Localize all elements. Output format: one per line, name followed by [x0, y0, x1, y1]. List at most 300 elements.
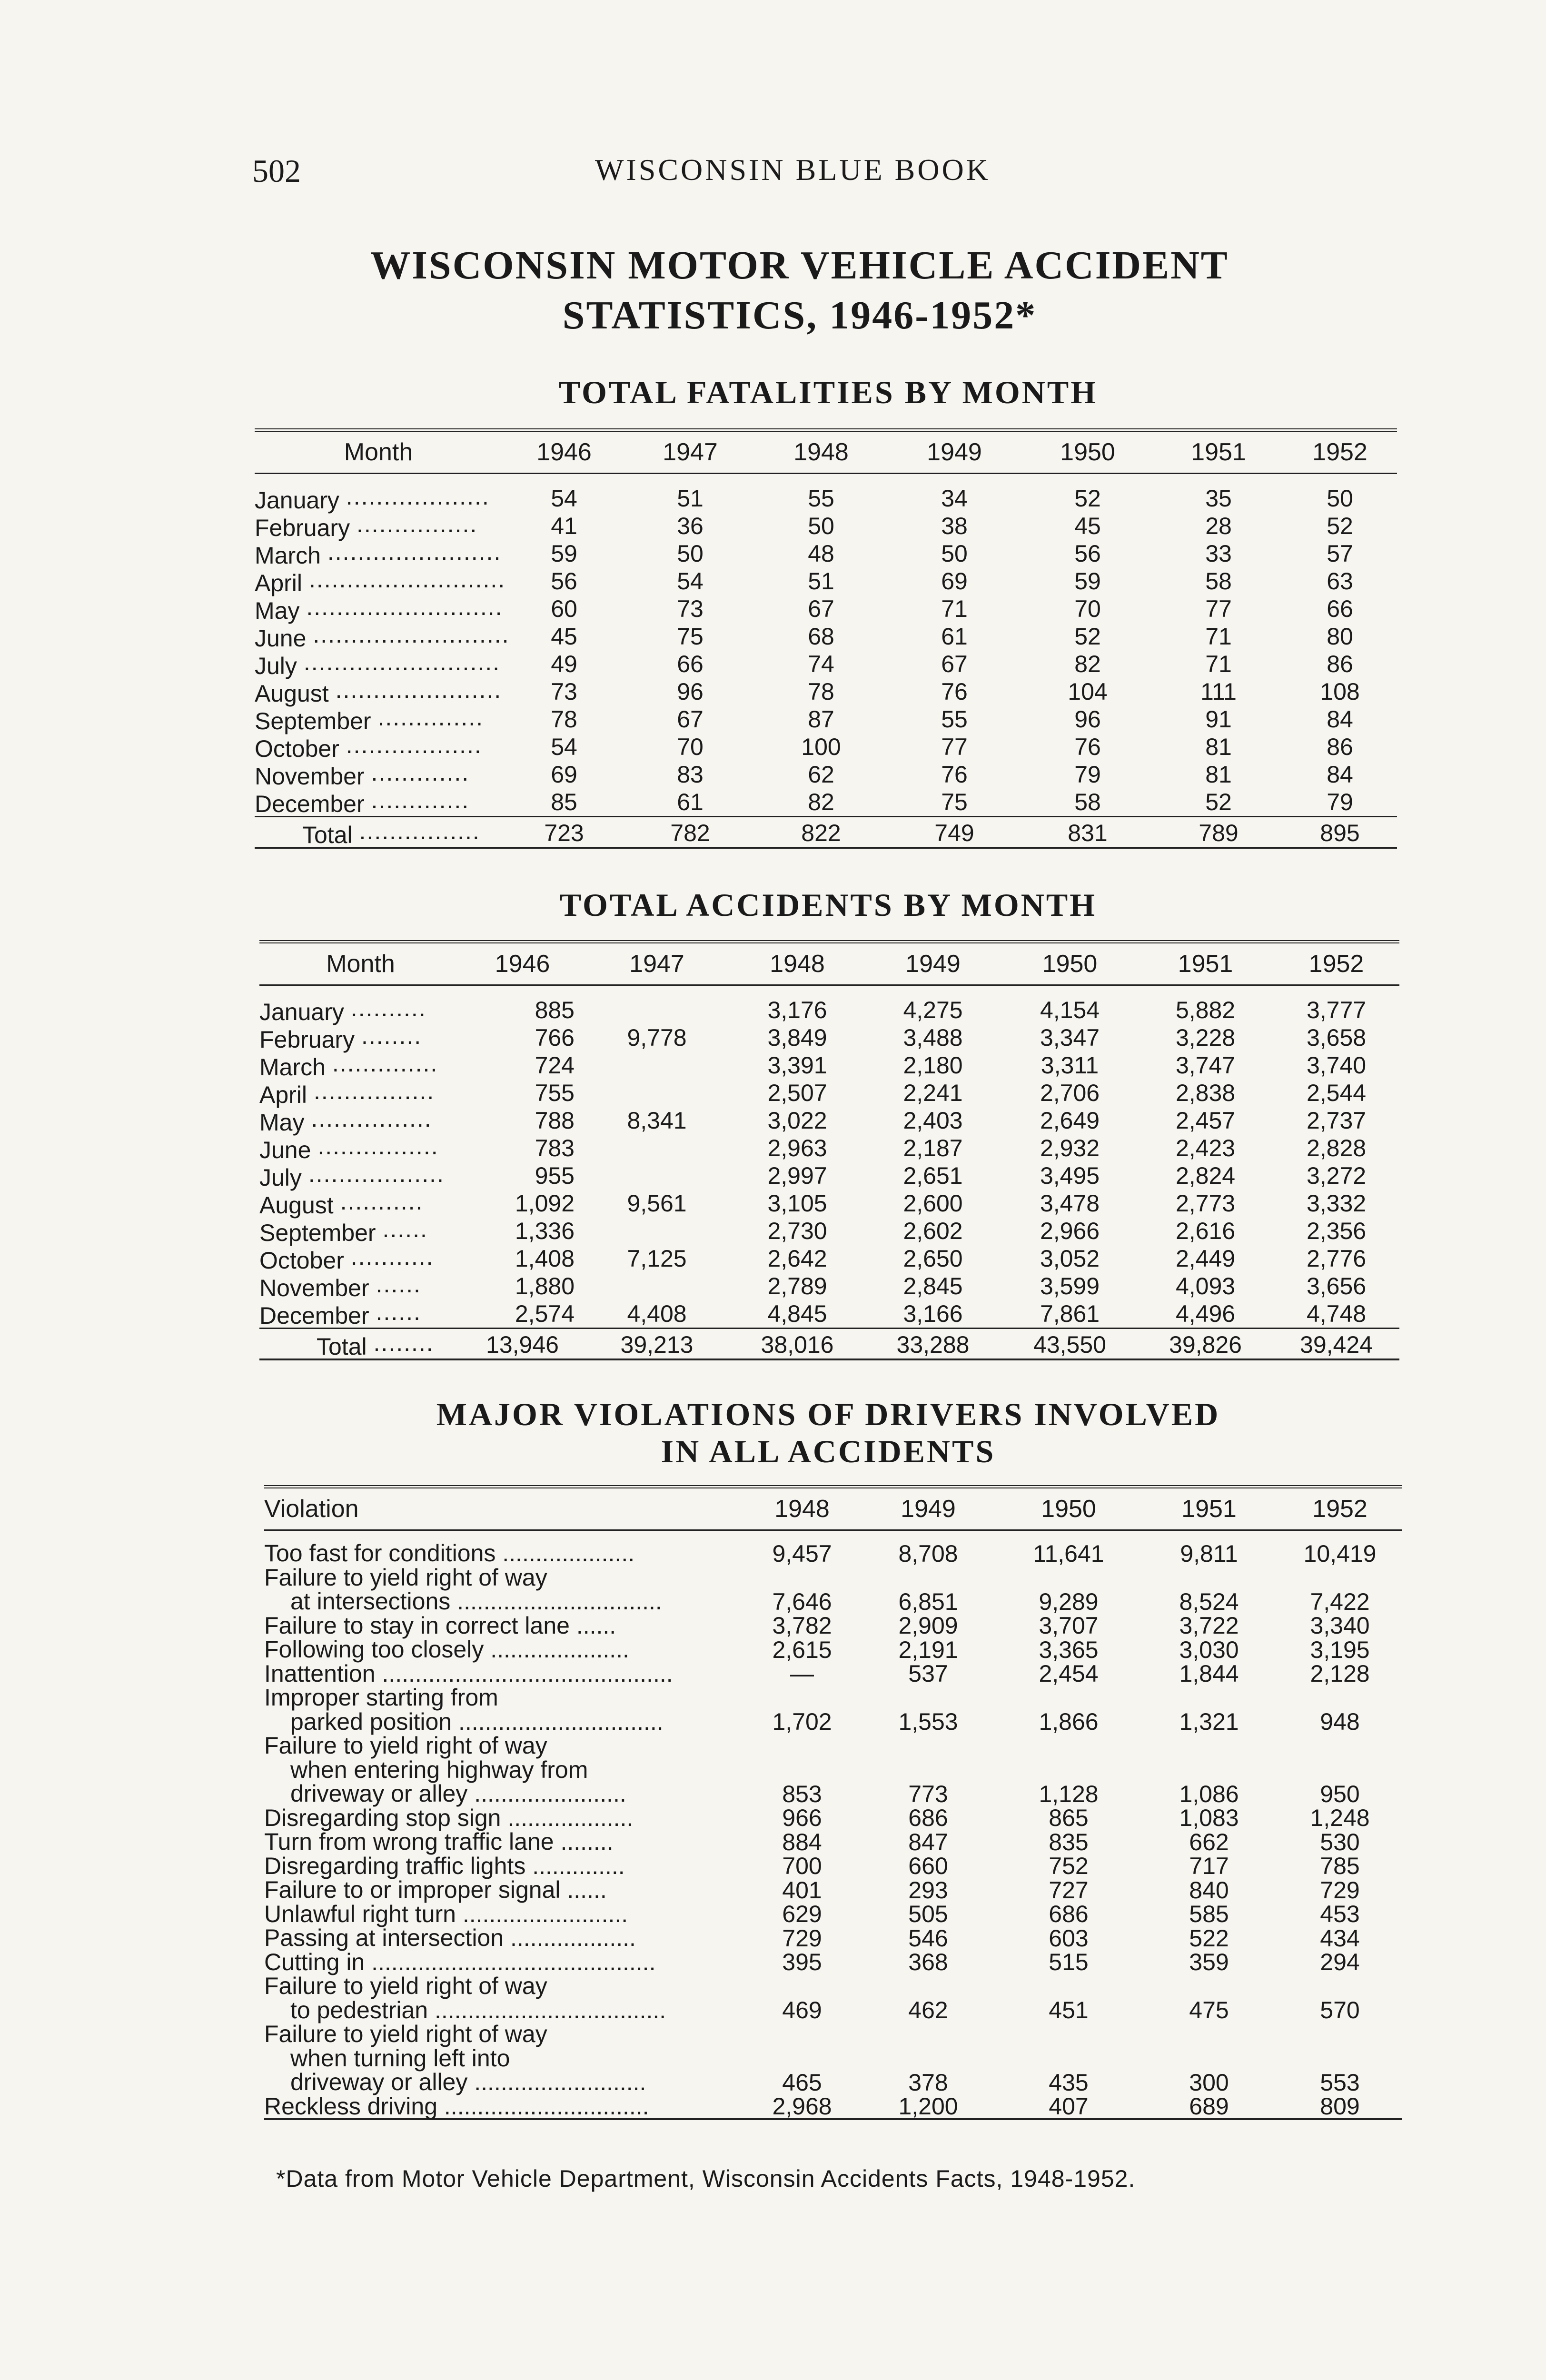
- value-cell: 2,776: [1306, 1245, 1367, 1272]
- value-cell: 11,641: [1033, 1540, 1104, 1567]
- value-cell: 1,086: [1179, 1780, 1239, 1807]
- value-cell: 6,851: [898, 1588, 958, 1615]
- value-cell: 2,789: [767, 1273, 827, 1299]
- value-cell: 82: [808, 789, 834, 815]
- value-cell: 2,966: [1040, 1218, 1100, 1244]
- violations-header-1951: 1951: [1140, 1487, 1278, 1530]
- violation-line: when turning left into: [290, 2044, 510, 2072]
- table-row: [264, 1806, 1402, 1830]
- table-row: [264, 1830, 1402, 1854]
- value-cell: 7,646: [772, 1588, 832, 1615]
- leader-dots: ......: [376, 1272, 421, 1296]
- value-cell: 785: [1320, 1853, 1360, 1879]
- table-row: [259, 1162, 1399, 1190]
- quarter-total-1947: 9,778: [627, 1024, 687, 1051]
- value-cell: 300: [1189, 2069, 1229, 2096]
- violation-line: parked position ...............................: [290, 1708, 664, 1735]
- accidents-header-1950: 1950: [1002, 942, 1138, 985]
- value-cell: 453: [1320, 1901, 1360, 1927]
- fatalities-header-1946: 1946: [502, 430, 626, 474]
- violation-cell: [264, 1926, 745, 1950]
- value-cell-1947: [583, 1190, 731, 1217]
- table-row: [255, 733, 1397, 761]
- value-cell: 451: [1049, 1997, 1089, 2023]
- value-cell: 76: [941, 761, 968, 788]
- leader-dots: .............: [371, 788, 470, 812]
- month-label: August: [259, 1192, 334, 1219]
- month-label: March: [255, 542, 321, 569]
- month-label: June: [255, 625, 307, 652]
- value-cell: 84: [1327, 706, 1353, 733]
- value-cell: 8,708: [898, 1540, 958, 1567]
- violation-line: Failure to yield right of way: [264, 1732, 547, 1759]
- value-cell: 51: [808, 568, 834, 595]
- table-row: [259, 1217, 1399, 1245]
- main-title: [252, 240, 1347, 340]
- value-cell: 59: [551, 540, 577, 567]
- value-cell: 293: [908, 1876, 948, 1904]
- value-cell: 7,861: [1040, 1300, 1100, 1327]
- value-cell: 71: [1205, 623, 1232, 650]
- leader-dots: ..........................: [303, 650, 501, 674]
- violation-line: Reckless driving ...............................: [264, 2092, 649, 2120]
- value-cell: 63: [1327, 568, 1353, 595]
- total-value-cell: 43,550: [1002, 1329, 1138, 1360]
- accidents-header-1949: 1949: [864, 942, 1002, 985]
- value-cell: 2,649: [1040, 1107, 1100, 1134]
- value-cell: 45: [1074, 513, 1101, 539]
- value-cell: 294: [1320, 1949, 1360, 1975]
- value-cell: 96: [677, 678, 704, 705]
- table-row: [264, 1950, 1402, 1974]
- month-label: April: [255, 570, 303, 596]
- value-cell: 56: [1074, 540, 1101, 567]
- value-cell: 10,419: [1303, 1540, 1377, 1567]
- table-row: [255, 788, 1397, 817]
- table-row: [255, 705, 1397, 733]
- leader-dots: ...................: [346, 485, 490, 508]
- value-cell: 75: [677, 623, 704, 650]
- value-cell: 2,454: [1039, 1660, 1099, 1687]
- value-cell: 5,882: [1175, 997, 1236, 1023]
- accidents-header-1947: 1947: [583, 942, 731, 985]
- value-cell: 2,187: [903, 1135, 963, 1161]
- value-cell: 50: [1327, 485, 1353, 512]
- value-cell: 86: [1327, 651, 1353, 677]
- value-cell: 77: [1205, 595, 1232, 622]
- value-cell: 4,154: [1040, 997, 1100, 1023]
- value-cell: 2,615: [772, 1636, 832, 1663]
- value-cell: 2,997: [767, 1162, 827, 1189]
- value-cell: 57: [1327, 540, 1353, 567]
- total-value-cell: 822: [754, 817, 888, 848]
- value-cell: 3,228: [1175, 1024, 1236, 1051]
- value-cell: 54: [677, 568, 704, 595]
- value-cell: 66: [1327, 595, 1353, 622]
- table-row: [259, 1300, 1399, 1329]
- month-cell: [259, 1300, 462, 1329]
- value-cell: 686: [1049, 1901, 1089, 1927]
- value-cell: 78: [551, 706, 577, 733]
- total-value-cell: 782: [626, 817, 754, 848]
- month-label: February: [259, 1026, 355, 1053]
- value-cell: 689: [1189, 2093, 1229, 2120]
- table-row: [255, 650, 1397, 678]
- value-cell: 629: [782, 1901, 822, 1927]
- violation-line: Failure to yield right of way: [264, 2021, 547, 2047]
- violations-title-line-1: MAJOR VIOLATIONS OF DRIVERS INVOLVED: [436, 1396, 1220, 1432]
- violation-cell: [264, 1614, 745, 1638]
- violation-line: to pedestrian ...................................: [290, 1996, 666, 2023]
- value-cell: 49: [551, 651, 577, 677]
- value-cell: 76: [941, 678, 968, 705]
- month-cell: [255, 623, 510, 652]
- value-cell: 2,737: [1306, 1107, 1367, 1134]
- value-cell: 71: [941, 595, 968, 622]
- table-row: [264, 2094, 1402, 2120]
- violations-header-violation: Violation: [264, 1487, 745, 1530]
- table-row: [259, 1190, 1399, 1217]
- value-cell: 2,651: [903, 1162, 963, 1189]
- value-cell: 3,656: [1306, 1273, 1367, 1299]
- month-cell: [259, 1107, 462, 1134]
- total-row: [259, 1329, 1399, 1360]
- value-cell: 835: [1049, 1828, 1089, 1855]
- value-cell: 884: [782, 1828, 822, 1855]
- value-cell: 717: [1189, 1853, 1229, 1879]
- month-label: November: [259, 1275, 369, 1301]
- accidents-header-row: [259, 942, 1399, 985]
- value-cell: 3,740: [1306, 1052, 1367, 1079]
- table-row: [259, 985, 1399, 1024]
- violations-header-1952: 1952: [1278, 1487, 1402, 1530]
- value-cell-1946: 2,574: [515, 1300, 575, 1327]
- leader-dots: ................: [356, 512, 478, 536]
- month-cell: [255, 474, 502, 513]
- value-cell-1947: [583, 1024, 731, 1051]
- month-label: December: [255, 791, 365, 817]
- value-cell: 67: [941, 651, 968, 677]
- december-1947: 4,408: [627, 1300, 687, 1327]
- violation-cell: [264, 1662, 745, 1686]
- value-cell: 104: [1068, 678, 1108, 705]
- value-cell: 87: [808, 706, 834, 733]
- month-cell: [255, 595, 502, 623]
- month-cell: [259, 1217, 462, 1245]
- value-cell-1947: [583, 1107, 731, 1134]
- total-label: Total: [302, 822, 353, 848]
- violation-line: driveway or alley ..........................: [290, 2069, 646, 2095]
- value-cell: 54: [551, 734, 577, 760]
- value-cell: 2,423: [1175, 1135, 1236, 1161]
- value-cell: 2,449: [1175, 1245, 1236, 1272]
- total-value-cell: 39,424: [1273, 1329, 1399, 1360]
- value-cell: 840: [1189, 1876, 1229, 1904]
- value-cell: 2,356: [1306, 1218, 1367, 1244]
- month-cell: [255, 761, 502, 788]
- value-cell: 45: [551, 623, 577, 650]
- value-cell: 86: [1327, 734, 1353, 760]
- value-cell: 68: [808, 623, 834, 650]
- value-cell-1946: 724: [535, 1052, 575, 1079]
- value-cell: 3,340: [1310, 1612, 1370, 1639]
- violations-title-line-2: IN ALL ACCIDENTS: [661, 1433, 996, 1469]
- leader-dots: ..........: [350, 996, 426, 1020]
- value-cell: 570: [1320, 1997, 1360, 2023]
- value-cell: 2,403: [903, 1107, 963, 1134]
- violations-header-1948: 1948: [745, 1487, 859, 1530]
- month-label: March: [259, 1054, 326, 1081]
- month-cell: [255, 678, 502, 705]
- leader-dots: ..............: [377, 705, 484, 729]
- violation-line: Failure to yield right of way: [264, 1973, 547, 1999]
- value-cell: 2,544: [1306, 1080, 1367, 1106]
- leader-dots: ..................: [346, 733, 482, 757]
- leader-dots: ..........................: [313, 623, 510, 646]
- value-cell: 2,963: [767, 1135, 827, 1161]
- violation-line: Following too closely .....................: [264, 1636, 629, 1663]
- value-cell: 3,272: [1306, 1162, 1367, 1189]
- total-value-cell: 39,213: [583, 1329, 731, 1360]
- value-cell: 9,811: [1180, 1540, 1238, 1567]
- table-row: [264, 1530, 1402, 1566]
- month-cell: [255, 705, 502, 733]
- value-cell: 407: [1049, 2093, 1089, 2120]
- table-row: [264, 1902, 1402, 1926]
- month-cell: [255, 733, 502, 761]
- table-row: [255, 567, 1397, 595]
- accidents-header-1952: 1952: [1273, 942, 1399, 985]
- month-label: October: [259, 1247, 344, 1274]
- value-cell: 36: [677, 513, 704, 539]
- month-cell: [259, 1079, 462, 1107]
- month-label: September: [255, 708, 371, 734]
- value-cell: 71: [1205, 651, 1232, 677]
- value-cell: 33: [1205, 540, 1232, 567]
- table-row: [255, 474, 1397, 513]
- value-cell: 3,176: [767, 997, 827, 1023]
- value-cell-1946: 1,336: [515, 1218, 575, 1244]
- table-row: [264, 1854, 1402, 1878]
- total-value-cell: 39,826: [1138, 1329, 1273, 1360]
- table-row: [259, 1134, 1399, 1162]
- value-cell: 2,600: [903, 1190, 963, 1217]
- leader-dots: ..................: [308, 1162, 445, 1186]
- value-cell: 4,845: [767, 1300, 827, 1327]
- value-cell: 950: [1320, 1780, 1360, 1807]
- value-cell: 2,845: [903, 1273, 963, 1299]
- violations-header-row: [264, 1487, 1402, 1530]
- value-cell: 83: [677, 761, 704, 788]
- value-cell: 966: [782, 1805, 822, 1831]
- table-row: [264, 1637, 1402, 1662]
- value-cell: 435: [1049, 2069, 1089, 2096]
- value-cell: 434: [1320, 1924, 1360, 1952]
- value-cell: 52: [1205, 789, 1232, 815]
- value-cell: 585: [1189, 1901, 1229, 1927]
- value-cell: 78: [808, 678, 834, 705]
- month-label: February: [255, 515, 350, 541]
- value-cell: 359: [1189, 1949, 1229, 1975]
- value-cell: 2,180: [903, 1052, 963, 1079]
- value-cell: 3,495: [1040, 1162, 1100, 1189]
- fatalities-title: TOTAL FATALITIES BY MONTH: [558, 374, 1098, 410]
- table-row: [259, 1245, 1399, 1272]
- month-label: July: [259, 1164, 302, 1191]
- table-row: [264, 1566, 1402, 1614]
- value-cell: 3,030: [1179, 1636, 1239, 1663]
- value-cell: 3,311: [1041, 1052, 1099, 1079]
- page-number: 502: [252, 153, 301, 189]
- leader-dots: ......: [382, 1217, 428, 1241]
- value-cell: 73: [551, 678, 577, 705]
- value-cell: 4,748: [1306, 1300, 1367, 1327]
- value-cell: 469: [782, 1997, 822, 2023]
- value-cell: 3,195: [1310, 1636, 1370, 1663]
- value-cell: 3,599: [1040, 1273, 1100, 1299]
- leader-dots: ..............: [332, 1051, 438, 1075]
- value-cell: 809: [1320, 2093, 1360, 2120]
- value-cell: 603: [1049, 1924, 1089, 1952]
- value-cell: 3,722: [1179, 1612, 1239, 1639]
- leader-dots: ..........................: [306, 595, 503, 619]
- value-cell-1946: 885: [535, 997, 575, 1023]
- month-cell: [255, 567, 506, 596]
- violations-body: [264, 1530, 1402, 2120]
- value-cell: 3,777: [1306, 997, 1367, 1023]
- violation-cell: [264, 1902, 745, 1926]
- value-cell: 537: [908, 1660, 948, 1687]
- value-cell: 66: [677, 651, 704, 677]
- value-cell: 50: [808, 513, 834, 539]
- fatalities-header-row: [255, 430, 1397, 474]
- value-cell: 2,602: [903, 1218, 963, 1244]
- leader-dots: .......................: [327, 540, 502, 564]
- month-label: October: [255, 735, 339, 762]
- violation-cell: [264, 1637, 745, 1662]
- month-cell: [259, 1134, 462, 1162]
- value-cell: 4,496: [1175, 1300, 1236, 1327]
- value-cell: 56: [551, 568, 577, 595]
- value-cell: 59: [1074, 568, 1101, 595]
- value-cell: 2,828: [1306, 1135, 1367, 1161]
- value-cell: 81: [1205, 734, 1232, 760]
- value-cell: 55: [808, 485, 834, 512]
- value-cell: 3,022: [767, 1107, 827, 1134]
- month-cell: [255, 788, 502, 817]
- main-title-line-1: WISCONSIN MOTOR VEHICLE ACCIDENT: [370, 243, 1229, 288]
- value-cell-1946: 1,408: [515, 1245, 575, 1272]
- value-cell: 2,773: [1175, 1190, 1236, 1217]
- value-cell-1946: 1,092: [515, 1190, 575, 1217]
- month-label: September: [259, 1220, 376, 1246]
- value-cell: 3,052: [1040, 1245, 1100, 1272]
- violation-line: Disregarding traffic lights ..............: [264, 1852, 625, 1879]
- month-cell: [255, 650, 502, 678]
- month-label: July: [255, 653, 297, 679]
- value-cell: 847: [908, 1828, 948, 1855]
- violation-line: when entering highway from: [290, 1756, 588, 1783]
- violation-cell: [264, 1878, 745, 1902]
- table-row: [259, 1079, 1399, 1107]
- accidents-header-1946: 1946: [462, 942, 583, 985]
- fatalities-header-month: Month: [255, 430, 502, 474]
- table-row: [264, 2022, 1402, 2094]
- value-cell: 60: [551, 595, 577, 622]
- table-row: [255, 623, 1397, 650]
- value-cell: 51: [677, 485, 704, 512]
- value-cell: —: [790, 1660, 814, 1687]
- violation-cell: [264, 1830, 745, 1854]
- value-cell-1946: 788: [535, 1107, 575, 1134]
- value-cell: 81: [1205, 761, 1232, 788]
- value-cell: 73: [677, 595, 704, 622]
- value-cell: 2,968: [772, 2093, 832, 2120]
- value-cell: 3,488: [903, 1024, 963, 1051]
- value-cell-1946: 766: [535, 1024, 575, 1051]
- value-cell: 2,457: [1175, 1107, 1236, 1134]
- value-cell: 2,507: [767, 1080, 827, 1106]
- violation-cell: [264, 1854, 745, 1878]
- value-cell: 84: [1327, 761, 1353, 788]
- fatalities-header-1952: 1952: [1283, 430, 1397, 474]
- total-label-cell: [259, 1329, 462, 1360]
- value-cell: 1,200: [898, 2093, 958, 2120]
- month-label: November: [255, 763, 365, 790]
- value-cell: 2,838: [1175, 1080, 1236, 1106]
- value-cell: 546: [908, 1924, 948, 1952]
- accidents-header-month: Month: [259, 942, 462, 985]
- quarter-total-1947: 7,125: [627, 1245, 687, 1272]
- month-label: May: [259, 1109, 305, 1136]
- value-cell: 729: [782, 1924, 822, 1952]
- month-cell: [259, 1024, 462, 1051]
- accidents-header-1948: 1948: [731, 942, 864, 985]
- fatalities-table: [255, 428, 1397, 849]
- value-cell: 727: [1049, 1876, 1089, 1904]
- leader-dots: ......................: [335, 678, 502, 702]
- value-cell: 1,844: [1179, 1660, 1239, 1687]
- value-cell: 55: [941, 706, 968, 733]
- value-cell: 61: [941, 623, 968, 650]
- value-cell: 2,932: [1040, 1135, 1100, 1161]
- value-cell: 686: [908, 1805, 948, 1831]
- month-label: April: [259, 1081, 307, 1108]
- leader-dots: ................: [317, 1134, 439, 1158]
- value-cell: 4,275: [903, 997, 963, 1023]
- accidents-header-1951: 1951: [1138, 942, 1273, 985]
- total-value-cell: 789: [1154, 817, 1283, 848]
- value-cell: 41: [551, 513, 577, 539]
- total-label: Total: [317, 1333, 367, 1360]
- violations-header-1950: 1950: [997, 1487, 1140, 1530]
- value-cell: 52: [1074, 485, 1101, 512]
- violation-line: Turn from wrong traffic lane ........: [264, 1828, 614, 1855]
- leader-dots: ................: [359, 819, 480, 843]
- table-row: [255, 761, 1397, 788]
- table-row: [255, 512, 1397, 540]
- leader-dots: ...........: [340, 1190, 424, 1213]
- value-cell: 61: [677, 789, 704, 815]
- value-cell: 62: [808, 761, 834, 788]
- violation-line: Passing at intersection ...................: [264, 1924, 636, 1951]
- value-cell: 530: [1320, 1828, 1360, 1855]
- month-cell: [259, 1051, 462, 1079]
- leader-dots: ..........................: [308, 567, 506, 591]
- value-cell: 67: [808, 595, 834, 622]
- value-cell: 3,747: [1175, 1052, 1236, 1079]
- value-cell: 2,650: [903, 1245, 963, 1272]
